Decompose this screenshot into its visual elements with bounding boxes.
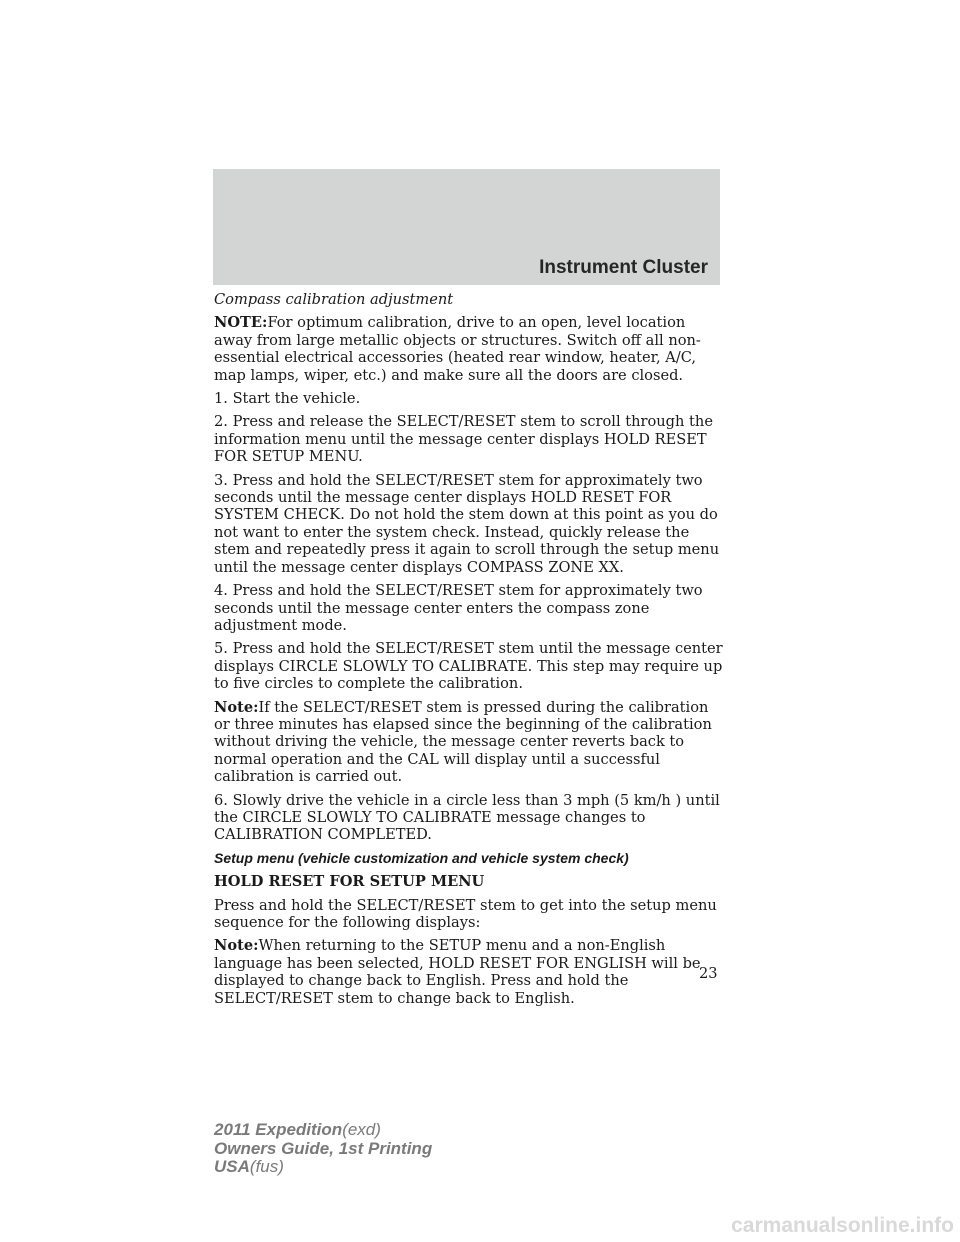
note-text: If the SELECT/RESET stem is pressed during the calibration or three minutes has elapsed since the beginning of the calibration without driving the vehicle, the message center reverts back to normal operation and the CAL will display until a successful calibration is carried out. [214,698,712,786]
hold-reset-heading: HOLD RESET FOR SETUP MENU [214,873,485,891]
compass-calibration-subheading: Compass calibration adjustment [214,291,454,308]
note-paragraph-3 [214,937,724,1007]
section-header-band [213,169,720,285]
note-text: When returning to the SETUP menu and a non-English language has been selected, HOLD RESET FOR ENGLISH will be displayed to change back to English. Press and hold the SELECT/RESET stem to change back to English. [214,937,701,1007]
note-label: Note: [214,937,259,955]
note-paragraph-1 [214,314,724,384]
footer-line-3: USA(fus) [214,1157,284,1176]
step-5: 5. Press and hold the SELECT/RESET stem until the message center displays CIRCLE SLOWLY TO CALIBRATE. This step may require up to five circles to complete the calibration. [214,640,723,693]
footer-line-2: Owners Guide, 1st Printing [214,1138,433,1158]
setup-menu-heading: Setup menu (vehicle customization and vehicle system check) [214,849,629,866]
note-label: Note: [214,698,259,716]
note-label: NOTE: [214,314,268,332]
print-footer [214,1121,432,1177]
note-text: For optimum calibration, drive to an open, level location away from large metallic objects or structures. Switch off all non-essential electrical accessories (heated rear window, heater, A/C, map lamps, wiper, etc.) and make sure all the doors are closed. [214,314,701,384]
page-body [214,291,724,1013]
setup-paragraph: Press and hold the SELECT/RESET stem to get into the setup menu sequence for the following displays: [214,896,717,931]
section-title: Instrument Cluster [539,257,708,278]
step-1: 1. Start the vehicle. [214,390,361,408]
step-2: 2. Press and release the SELECT/RESET stem to scroll through the information menu until the message center displays HOLD RESET FOR SETUP MENU. [214,413,713,466]
step-4: 4. Press and hold the SELECT/RESET stem for approximately two seconds until the message center enters the compass zone adjustment mode. [214,582,703,634]
note-paragraph-2 [214,699,724,786]
step-6: 6. Slowly drive the vehicle in a circle less than 3 mph (5 km/h ) until the CIRCLE SLOWLY TO CALIBRATE message changes to CALIBRATION COMPLETED. [214,791,720,844]
step-3: 3. Press and hold the SELECT/RESET stem for approximately two seconds until the message center displays HOLD RESET FOR SYSTEM CHECK. Do not hold the stem down at this point as you do not want to enter the system check. Instead, quickly release the stem and repeatedly press it again to scroll through the setup menu until the message center displays COMPASS ZONE XX. [214,471,720,576]
page-number: 23 [699,965,718,982]
watermark-link[interactable]: carmanualsonline.info [731,1214,954,1237]
footer-line-1: 2011 Expedition(exd) [214,1120,381,1139]
